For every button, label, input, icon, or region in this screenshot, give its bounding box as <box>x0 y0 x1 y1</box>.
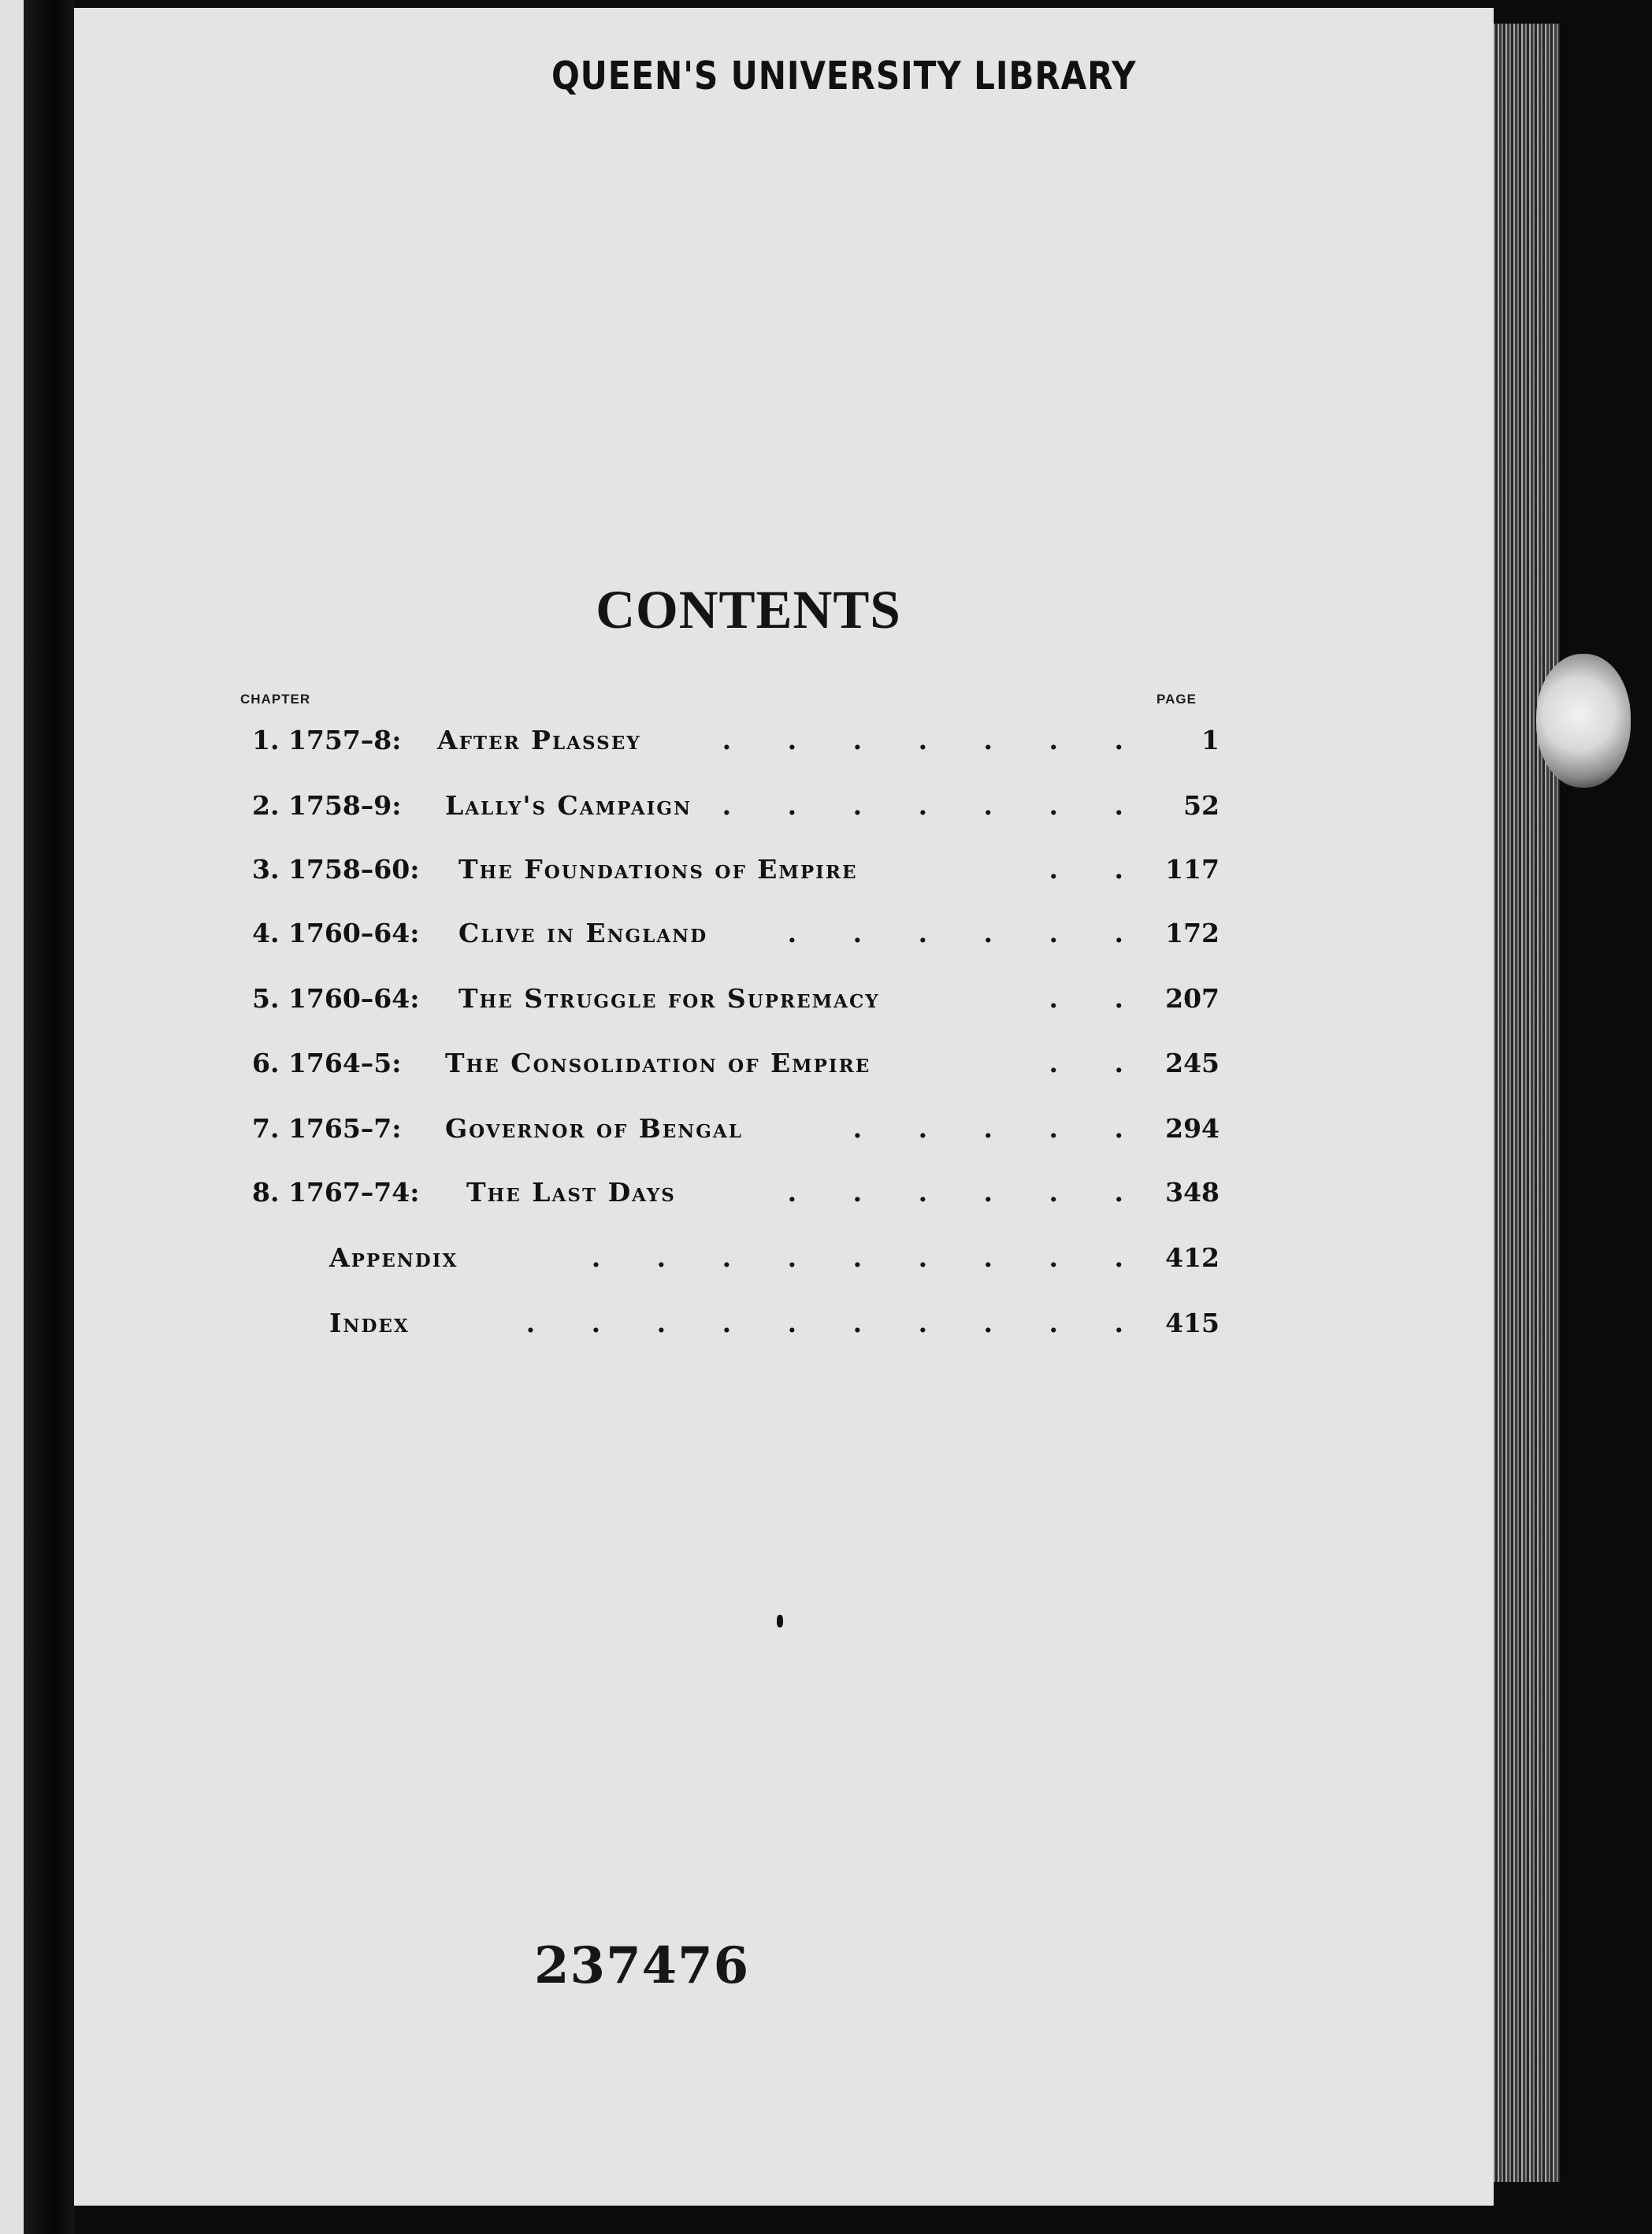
toc-entry <box>252 918 1220 960</box>
page-number: 172 <box>1165 918 1220 948</box>
chapter-number: 5. 1760–64: <box>252 983 420 1014</box>
chapter-title: The Foundations of Empire <box>458 854 858 885</box>
accession-number: 237476 <box>534 1936 750 1995</box>
toc-entry <box>252 790 1220 833</box>
page-number: 348 <box>1165 1177 1220 1208</box>
toc-entry <box>252 983 1220 1026</box>
chapter-title: After Plassey <box>437 725 641 755</box>
ink-speck <box>777 1615 783 1627</box>
adjacent-page-strip <box>0 0 24 2234</box>
dot-leader: . . <box>1049 854 1147 885</box>
dot-leader: . . . . . . <box>787 1177 1147 1208</box>
dot-leader: . . <box>1049 983 1147 1014</box>
toc-entry <box>252 854 1220 896</box>
page-number: 245 <box>1165 1048 1220 1078</box>
dot-leader: . . . . . . . . . . <box>525 1308 1147 1338</box>
chapter-number: 1. 1757–8: <box>252 725 402 755</box>
toc-entry <box>252 1242 1220 1285</box>
page-number: 52 <box>1183 790 1220 821</box>
chapter-title: The Last Days <box>466 1177 676 1208</box>
toc-entry <box>252 1308 1220 1350</box>
dot-leader: . . <box>1049 1048 1147 1078</box>
toc-entry <box>252 1048 1220 1090</box>
chapter-number: 6. 1764–5: <box>252 1048 402 1078</box>
page-column-heading: PAGE <box>1156 692 1197 707</box>
chapter-title: The Consolidation of Empire <box>445 1048 871 1078</box>
chapter-title: The Struggle for Supremacy <box>458 983 880 1014</box>
page-number: 294 <box>1165 1113 1220 1144</box>
dot-leader: . . . . . . . <box>722 790 1147 821</box>
page-number: 207 <box>1165 983 1220 1014</box>
page-number: 1 <box>1201 725 1220 755</box>
page-number: 415 <box>1165 1308 1220 1338</box>
chapter-number: 8. 1767–74: <box>252 1177 420 1208</box>
chapter-column-heading: CHAPTER <box>240 692 311 707</box>
chapter-title: Clive in England <box>458 918 708 948</box>
toc-entry <box>252 1177 1220 1219</box>
page-edges <box>1494 24 1560 2182</box>
chapter-number: 3. 1758–60: <box>252 854 420 885</box>
page-stain <box>1536 654 1631 788</box>
chapter-number: 2. 1758–9: <box>252 790 402 821</box>
appendix-title: Appendix <box>329 1242 458 1273</box>
page-number: 117 <box>1165 854 1220 885</box>
dot-leader: . . . . . . <box>787 918 1147 948</box>
contents-title: CONTENTS <box>596 580 901 640</box>
chapter-number: 4. 1760–64: <box>252 918 420 948</box>
index-title: Index <box>329 1308 410 1338</box>
chapter-title: Lally's Campaign <box>445 790 692 821</box>
toc-entry <box>252 725 1220 767</box>
book-page <box>74 8 1494 2206</box>
chapter-title: Governor of Bengal <box>445 1113 743 1144</box>
dot-leader: . . . . . . . . . <box>591 1242 1147 1273</box>
library-stamp: QUEEN'S UNIVERSITY LIBRARY <box>551 54 1137 98</box>
dot-leader: . . . . . . . <box>722 725 1147 755</box>
chapter-number: 7. 1765–7: <box>252 1113 402 1144</box>
book-spine-shadow <box>24 0 74 2234</box>
dot-leader: . . . . . <box>852 1113 1147 1144</box>
page-number: 412 <box>1165 1242 1220 1273</box>
toc-entry <box>252 1113 1220 1156</box>
